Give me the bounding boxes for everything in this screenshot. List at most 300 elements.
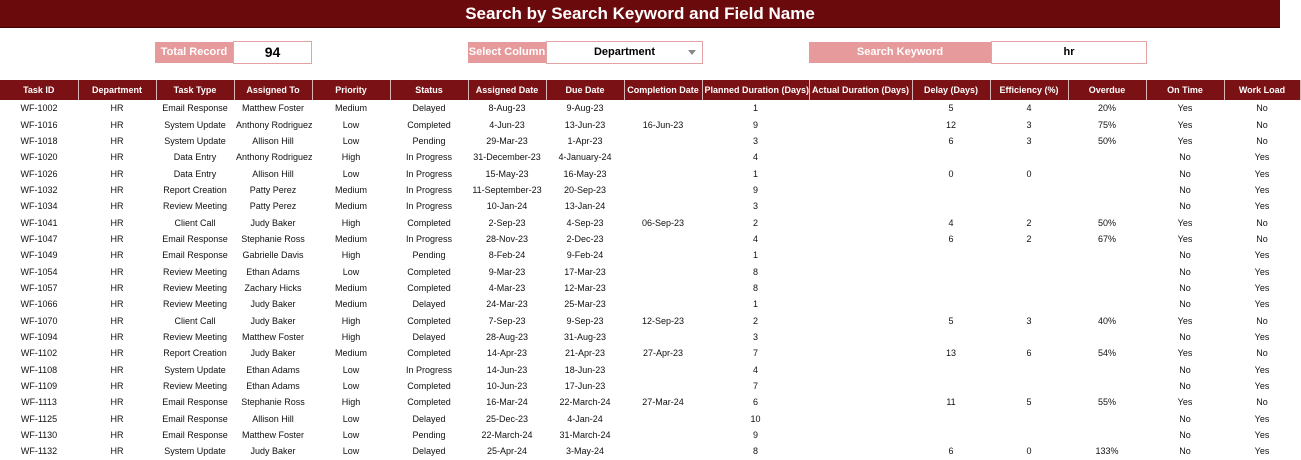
table-cell: Anthony Rodriguez	[236, 152, 313, 163]
table-cell: Low	[342, 135, 360, 146]
table-cell: WF-1034	[20, 201, 58, 212]
table-cell: Low	[342, 413, 360, 424]
table-cell: High	[341, 152, 361, 163]
table-row[interactable]	[0, 231, 1300, 247]
table-cell: Ethan Adams	[246, 266, 300, 277]
table-cell: No	[1179, 266, 1191, 277]
table-cell	[1068, 165, 1146, 181]
column-header[interactable]: Overdue	[1068, 80, 1146, 100]
table-row[interactable]	[0, 394, 1300, 410]
table-cell: 31-December-23	[473, 152, 541, 163]
table-cell: Yes	[1254, 266, 1270, 277]
table-cell: Medium	[334, 233, 367, 244]
table-row[interactable]	[0, 263, 1300, 279]
table-cell: 4	[1026, 103, 1032, 114]
table-body	[0, 100, 1300, 460]
table-cell: Matthew Foster	[241, 430, 305, 441]
table-row[interactable]	[0, 214, 1300, 230]
table-cell: Completed	[407, 119, 451, 130]
table-cell: No	[1256, 103, 1268, 114]
table-cell: Delayed	[412, 299, 446, 310]
table-cell: 10-Jun-23	[486, 381, 528, 392]
table-cell: 6	[1026, 348, 1032, 359]
table-cell	[912, 362, 990, 378]
table-cell: 06-Sep-23	[641, 217, 685, 228]
table-cell	[990, 296, 1068, 312]
table-cell	[912, 263, 990, 279]
table-cell	[1068, 411, 1146, 427]
search-keyword-input[interactable]: hr	[991, 41, 1147, 64]
table-cell	[809, 296, 912, 312]
table-cell: No	[1256, 348, 1268, 359]
table-cell: In Progress	[405, 152, 453, 163]
table-cell: High	[341, 397, 361, 408]
table-cell: HR	[110, 413, 124, 424]
table-cell: 7-Sep-23	[488, 315, 526, 326]
table-cell: Email Response	[162, 397, 228, 408]
table-cell: 9	[752, 430, 758, 441]
table-row[interactable]	[0, 100, 1300, 116]
table-cell	[809, 378, 912, 394]
table-cell: 12	[945, 119, 956, 130]
table-cell: No	[1256, 397, 1268, 408]
table-cell: 8-Aug-23	[488, 103, 526, 114]
table-cell: Client Call	[174, 315, 216, 326]
table-cell: No	[1179, 381, 1191, 392]
table-cell: Ethan Adams	[246, 381, 300, 392]
select-column-value: Department	[593, 46, 656, 58]
column-header[interactable]: Task Type	[156, 80, 234, 100]
table-cell: WF-1002	[20, 103, 58, 114]
table-cell: WF-1020	[20, 152, 58, 163]
table-cell: 10-Jan-24	[486, 201, 528, 212]
table-cell: Medium	[334, 103, 367, 114]
table-cell: Yes	[1254, 430, 1270, 441]
table-row[interactable]	[0, 116, 1300, 132]
table-row[interactable]	[0, 296, 1300, 312]
table-cell: Completed	[407, 397, 451, 408]
search-keyword-label: Search Keyword	[809, 42, 991, 63]
table-cell: 5	[1026, 397, 1032, 408]
table-cell: 25-Dec-23	[485, 413, 529, 424]
table-cell	[912, 280, 990, 296]
table-cell: Completed	[407, 348, 451, 359]
table-cell	[809, 133, 912, 149]
table-cell: 24-Mar-23	[486, 299, 528, 310]
table-cell: 3	[1026, 135, 1032, 146]
select-column-label: Select Column	[468, 42, 546, 63]
table-cell: WF-1125	[20, 413, 58, 424]
table-cell: Medium	[334, 348, 367, 359]
table-row[interactable]	[0, 198, 1300, 214]
table-cell: Completed	[407, 315, 451, 326]
table-cell: No	[1179, 250, 1191, 261]
table-cell: 50%	[1097, 135, 1116, 146]
table-cell: 27-Mar-24	[642, 397, 684, 408]
table-cell: Yes	[1177, 397, 1193, 408]
table-cell: 9-Feb-24	[566, 250, 604, 261]
table-cell	[809, 198, 912, 214]
table-cell: Yes	[1254, 168, 1270, 179]
table-cell: WF-1026	[20, 168, 58, 179]
table-cell: No	[1256, 135, 1268, 146]
table-cell: No	[1256, 217, 1268, 228]
table-cell: Low	[342, 364, 360, 375]
table-cell	[1068, 378, 1146, 394]
table-cell: 17-Jun-23	[564, 381, 606, 392]
column-header[interactable]: Assigned Date	[468, 80, 546, 100]
table-cell: Gabrielle Davis	[242, 250, 304, 261]
table-cell: HR	[110, 331, 124, 342]
column-header[interactable]: Efficiency (%)	[990, 80, 1068, 100]
table-cell: 14-Apr-23	[486, 348, 528, 359]
table-cell: System Update	[164, 119, 226, 130]
table-cell: 5	[948, 103, 954, 114]
table-cell: 7	[752, 348, 758, 359]
table-cell: 54%	[1097, 348, 1116, 359]
table-cell: 2-Dec-23	[566, 233, 604, 244]
table-cell	[809, 280, 912, 296]
column-header[interactable]: Planned Duration (Days)	[702, 80, 809, 100]
table-cell: No	[1179, 364, 1191, 375]
table-cell: No	[1179, 299, 1191, 310]
table-cell: Yes	[1254, 331, 1270, 342]
column-header[interactable]: Completion Date	[624, 80, 702, 100]
table-row[interactable]	[0, 362, 1300, 378]
table-cell: 2	[1026, 217, 1032, 228]
table-cell: HR	[110, 381, 124, 392]
table-cell: No	[1179, 201, 1191, 212]
table-cell: Judy Baker	[250, 217, 296, 228]
table-row[interactable]	[0, 312, 1300, 328]
table-cell: Ethan Adams	[246, 364, 300, 375]
table-cell: Anthony Rodriguez	[236, 119, 313, 130]
table-cell: Yes	[1177, 103, 1193, 114]
table-cell: 3	[752, 135, 758, 146]
table-cell: No	[1256, 315, 1268, 326]
table-cell: System Update	[164, 364, 226, 375]
table-cell: Yes	[1254, 152, 1270, 163]
table-cell: Yes	[1177, 119, 1193, 130]
table-cell: No	[1179, 331, 1191, 342]
table-cell: In Progress	[405, 184, 453, 195]
table-cell: 8-Feb-24	[488, 250, 526, 261]
table-cell	[990, 329, 1068, 345]
table-cell	[912, 182, 990, 198]
table-cell	[990, 198, 1068, 214]
table-cell	[990, 427, 1068, 443]
table-cell: Low	[342, 119, 360, 130]
table-cell	[809, 165, 912, 181]
table-row[interactable]	[0, 345, 1300, 361]
table-cell	[809, 329, 912, 345]
table-cell: High	[341, 331, 361, 342]
table-cell: 16-Jun-23	[642, 119, 684, 130]
table-cell: 6	[948, 135, 954, 146]
table-cell: 16-May-23	[563, 168, 607, 179]
table-cell: 1-Apr-23	[567, 135, 603, 146]
table-cell: 13-Jan-24	[564, 201, 606, 212]
table-cell: Yes	[1254, 299, 1270, 310]
table-cell: 22-March-24	[559, 397, 611, 408]
table-cell: 1	[752, 299, 758, 310]
table-cell: Yes	[1177, 217, 1193, 228]
table-cell: HR	[110, 201, 124, 212]
table-cell	[809, 231, 912, 247]
table-cell	[809, 214, 912, 230]
table-cell: Delayed	[412, 331, 446, 342]
table-cell	[624, 427, 702, 443]
results-table	[0, 80, 1301, 460]
table-cell: Pending	[412, 250, 446, 261]
table-cell	[809, 362, 912, 378]
table-cell: Low	[342, 446, 360, 457]
table-cell: 25-Apr-24	[486, 446, 528, 457]
table-cell: 31-Aug-23	[563, 331, 607, 342]
column-header[interactable]: Department	[78, 80, 156, 100]
table-cell: Completed	[407, 217, 451, 228]
table-row[interactable]	[0, 411, 1300, 427]
table-cell: HR	[110, 184, 124, 195]
table-cell	[809, 312, 912, 328]
column-header[interactable]: Priority	[312, 80, 390, 100]
table-cell: 28-Nov-23	[485, 233, 529, 244]
table-cell: Yes	[1254, 413, 1270, 424]
table-cell: Report Creation	[163, 348, 227, 359]
table-cell: Review Meeting	[162, 299, 228, 310]
table-cell: No	[1179, 184, 1191, 195]
table-cell: 9	[752, 184, 758, 195]
table-cell	[912, 198, 990, 214]
table-cell	[624, 263, 702, 279]
table-row[interactable]	[0, 247, 1300, 263]
table-cell: 7	[752, 381, 758, 392]
column-header[interactable]: Assigned To	[234, 80, 312, 100]
table-cell: Email Response	[162, 250, 228, 261]
table-row[interactable]	[0, 378, 1300, 394]
table-cell: No	[1179, 430, 1191, 441]
table-cell	[624, 280, 702, 296]
table-cell	[809, 116, 912, 132]
table-cell	[624, 182, 702, 198]
column-header[interactable]: Due Date	[546, 80, 624, 100]
table-cell: HR	[110, 266, 124, 277]
table-cell	[1068, 149, 1146, 165]
table-cell: 20-Sep-23	[563, 184, 607, 195]
table-cell: Medium	[334, 201, 367, 212]
table-cell: Yes	[1177, 233, 1193, 244]
table-row[interactable]	[0, 149, 1300, 165]
table-cell: HR	[110, 282, 124, 293]
column-header[interactable]: Delay (Days)	[912, 80, 990, 100]
table-cell: WF-1032	[20, 184, 58, 195]
table-cell: No	[1256, 233, 1268, 244]
table-cell	[990, 378, 1068, 394]
table-cell	[624, 231, 702, 247]
table-cell: 6	[948, 446, 954, 457]
table-cell: HR	[110, 233, 124, 244]
table-cell: 4-January-24	[558, 152, 612, 163]
table-cell	[624, 329, 702, 345]
table-cell	[624, 378, 702, 394]
column-header[interactable]: Actual Duration (Days)	[809, 80, 912, 100]
table-header-row	[0, 80, 1300, 100]
table-cell: Yes	[1254, 282, 1270, 293]
table-cell: Review Meeting	[162, 381, 228, 392]
table-row[interactable]	[0, 427, 1300, 443]
table-cell: HR	[110, 348, 124, 359]
table-cell	[809, 263, 912, 279]
table-cell: Data Entry	[173, 168, 217, 179]
table-cell: 55%	[1097, 397, 1116, 408]
table-cell: Allison Hill	[252, 413, 294, 424]
table-row[interactable]	[0, 133, 1300, 149]
total-record-value: 94	[233, 41, 312, 64]
table-cell: 0	[1026, 168, 1032, 179]
table-cell: 9-Aug-23	[566, 103, 604, 114]
table-cell: 21-Apr-23	[564, 348, 606, 359]
table-cell: HR	[110, 397, 124, 408]
table-cell: Completed	[407, 381, 451, 392]
table-cell: Low	[342, 381, 360, 392]
table-cell: WF-1132	[20, 446, 58, 457]
table-cell: 28-Aug-23	[485, 331, 529, 342]
table-cell: 4	[752, 233, 758, 244]
table-cell: WF-1108	[20, 364, 58, 375]
table-cell	[809, 149, 912, 165]
table-cell: Patty Perez	[249, 201, 297, 212]
table-cell: 2	[752, 217, 758, 228]
table-cell: Judy Baker	[250, 315, 296, 326]
table-cell: Patty Perez	[249, 184, 297, 195]
table-cell	[624, 198, 702, 214]
table-cell: HR	[110, 364, 124, 375]
table-cell: Pending	[412, 135, 446, 146]
table-cell: Yes	[1177, 315, 1193, 326]
column-header[interactable]: On Time	[1146, 80, 1224, 100]
table-cell: 0	[1026, 446, 1032, 457]
table-cell: Client Call	[174, 217, 216, 228]
table-cell: 29-Mar-23	[486, 135, 528, 146]
table-cell: Data Entry	[173, 152, 217, 163]
table-cell	[809, 345, 912, 361]
table-row[interactable]	[0, 329, 1300, 345]
table-cell: No	[1179, 413, 1191, 424]
table-cell: 8	[752, 282, 758, 293]
table-cell: 12-Sep-23	[641, 315, 685, 326]
table-cell: Delayed	[412, 413, 446, 424]
column-header[interactable]: Work Load	[1224, 80, 1300, 100]
table-cell: Delayed	[412, 103, 446, 114]
table-cell: Medium	[334, 299, 367, 310]
table-cell	[624, 100, 702, 116]
table-cell: 1	[752, 250, 758, 261]
table-cell: Review Meeting	[162, 282, 228, 293]
column-header[interactable]: Status	[390, 80, 468, 100]
table-cell	[809, 182, 912, 198]
table-cell	[1068, 362, 1146, 378]
table-cell	[624, 133, 702, 149]
table-cell	[1068, 296, 1146, 312]
table-cell: Stephanie Ross	[241, 397, 305, 408]
table-cell: 12-Mar-23	[564, 282, 606, 293]
table-cell: 4-Jun-23	[489, 119, 525, 130]
table-cell	[624, 247, 702, 263]
table-cell: HR	[110, 103, 124, 114]
table-cell: Yes	[1254, 364, 1270, 375]
table-cell: 27-Apr-23	[642, 348, 684, 359]
table-cell: WF-1054	[20, 266, 58, 277]
table-cell	[912, 149, 990, 165]
table-cell: In Progress	[405, 364, 453, 375]
table-cell: 17-Mar-23	[564, 266, 606, 277]
table-cell	[809, 427, 912, 443]
table-cell: Judy Baker	[250, 299, 296, 310]
table-cell	[624, 443, 702, 459]
table-cell	[809, 247, 912, 263]
table-cell: Review Meeting	[162, 201, 228, 212]
table-cell: 25-Mar-23	[564, 299, 606, 310]
column-header[interactable]: Task ID	[0, 80, 78, 100]
table-cell: WF-1113	[21, 397, 57, 408]
table-cell: 3	[752, 331, 758, 342]
table-cell: 4	[948, 217, 954, 228]
select-column-dropdown[interactable]	[546, 41, 703, 64]
table-cell	[912, 247, 990, 263]
table-cell: 9	[752, 119, 758, 130]
table-cell	[809, 411, 912, 427]
table-cell	[912, 296, 990, 312]
table-cell: 9-Mar-23	[488, 266, 526, 277]
table-cell: Low	[342, 168, 360, 179]
table-row[interactable]	[0, 280, 1300, 296]
table-cell: 10	[750, 413, 761, 424]
table-cell: 4-Sep-23	[566, 217, 604, 228]
table-cell	[809, 394, 912, 410]
table-cell: WF-1102	[20, 348, 58, 359]
table-cell: Allison Hill	[252, 135, 294, 146]
table-cell: WF-1018	[20, 135, 58, 146]
table-cell	[624, 165, 702, 181]
table-cell: 3	[752, 201, 758, 212]
table-cell: 6	[752, 397, 758, 408]
table-cell	[624, 411, 702, 427]
table-cell: 4-Mar-23	[488, 282, 526, 293]
table-cell: Judy Baker	[250, 348, 296, 359]
table-row[interactable]	[0, 165, 1300, 181]
table-cell: WF-1016	[20, 119, 58, 130]
table-cell: 22-March-24	[481, 430, 533, 441]
table-cell	[1068, 427, 1146, 443]
table-cell: Allison Hill	[252, 168, 294, 179]
table-row[interactable]	[0, 182, 1300, 198]
table-cell	[912, 427, 990, 443]
table-cell: Medium	[334, 282, 367, 293]
chevron-down-icon[interactable]	[688, 50, 696, 55]
table-cell: Completed	[407, 266, 451, 277]
table-cell: HR	[110, 168, 124, 179]
table-cell: Review Meeting	[162, 266, 228, 277]
table-cell: HR	[110, 299, 124, 310]
table-cell: WF-1070	[20, 315, 58, 326]
table-cell: Report Creation	[163, 184, 227, 195]
table-cell: In Progress	[405, 168, 453, 179]
table-row[interactable]	[0, 443, 1300, 459]
table-cell: System Update	[164, 135, 226, 146]
table-cell: WF-1049	[20, 250, 58, 261]
table-cell: 3-May-24	[565, 446, 604, 457]
table-cell: 13	[945, 348, 956, 359]
